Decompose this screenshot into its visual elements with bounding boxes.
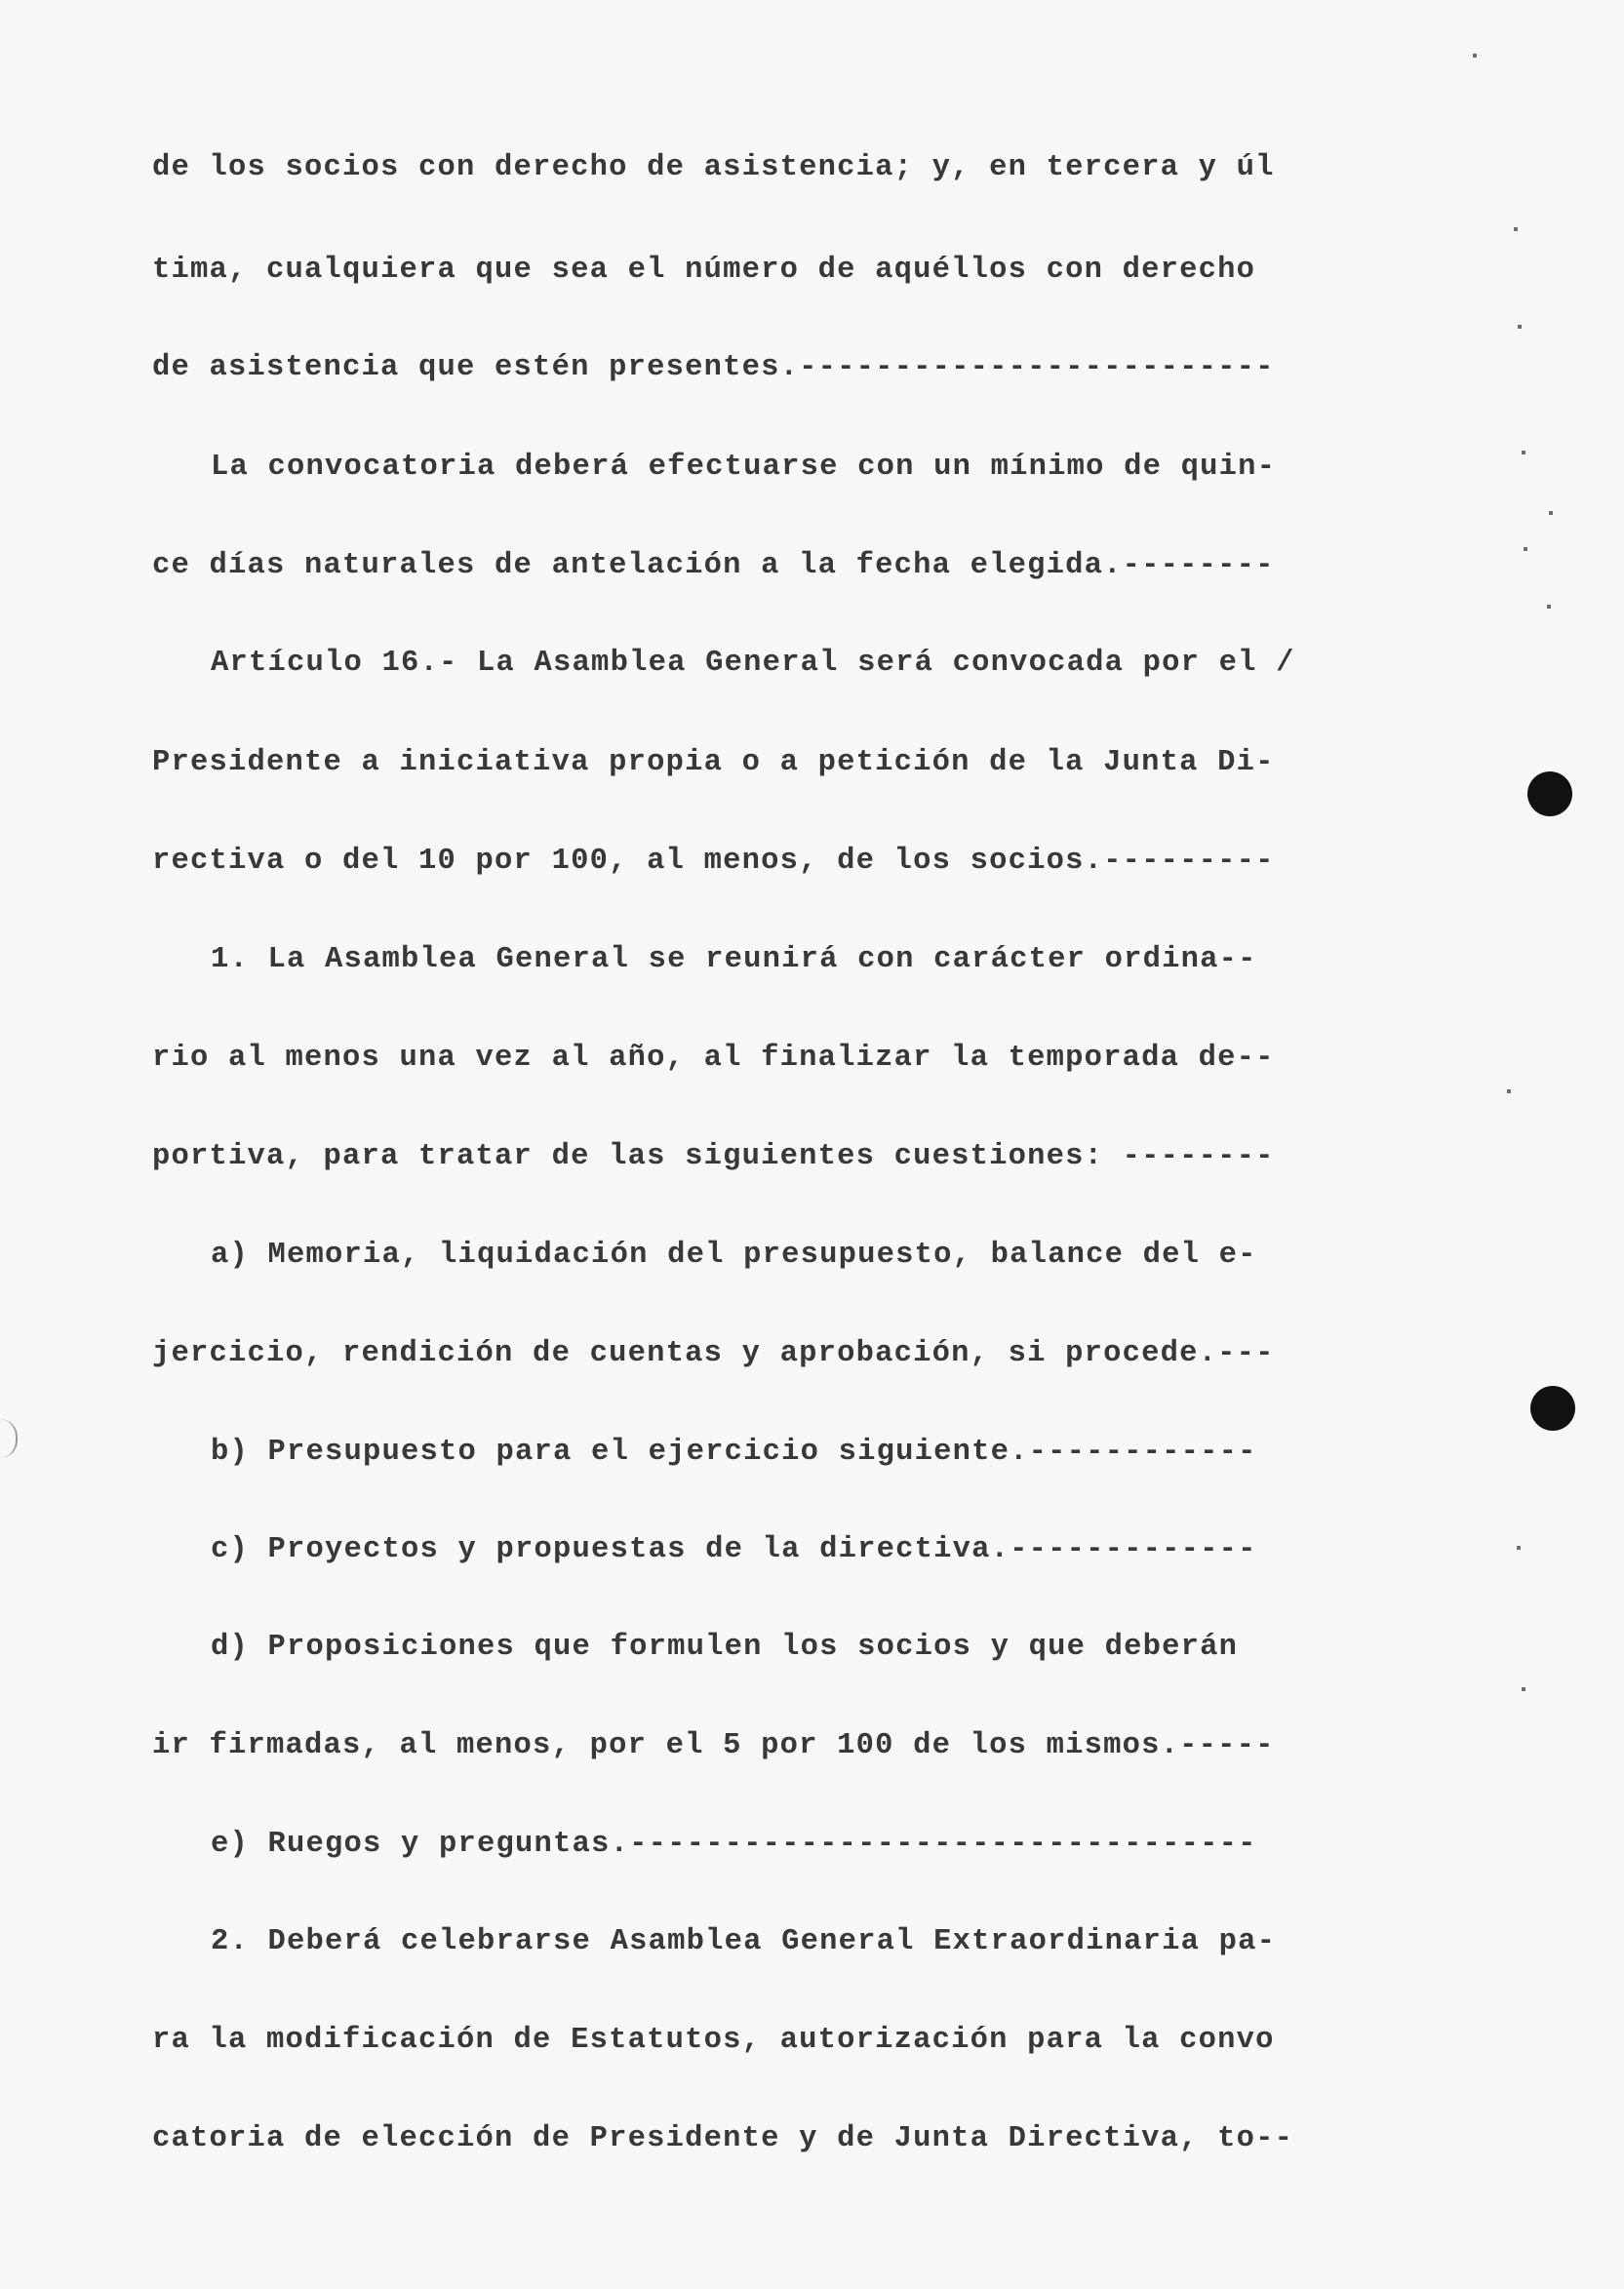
text-line: d) Proposiciones que formulen los socios y que deberán xyxy=(211,1631,1239,1664)
text-line: de los socios con derecho de asistencia; y, en tercera y úl xyxy=(152,151,1275,184)
scan-speck xyxy=(1514,227,1518,231)
text-line: 2. Deberá celebrarse Asamblea General Extraordinaria pa- xyxy=(211,1925,1277,1958)
scan-speck xyxy=(1517,1546,1521,1550)
text-line: La convocatoria deberá efectuarse con un mínimo de quin- xyxy=(211,451,1277,484)
text-line: portiva, para tratar de las siguientes cuestiones: -------- xyxy=(152,1140,1275,1173)
text-line: ce días naturales de antelación a la fecha elegida.-------- xyxy=(152,549,1275,582)
scan-speck xyxy=(1522,1687,1525,1691)
punch-hole xyxy=(1530,1386,1575,1431)
text-line: c) Proyectos y propuestas de la directiva.------------- xyxy=(211,1533,1257,1566)
scan-speck xyxy=(1524,547,1527,551)
scan-speck xyxy=(1507,1089,1511,1093)
scan-speck xyxy=(1547,605,1551,609)
text-line: rio al menos una vez al año, al finalizar la temporada de-- xyxy=(152,1042,1275,1075)
scan-speck xyxy=(1522,451,1525,454)
text-line: jercicio, rendición de cuentas y aprobación, si procede.--- xyxy=(152,1337,1275,1370)
text-line: Presidente a iniciativa propia o a petición de la Junta Di- xyxy=(152,746,1275,779)
text-line: Artículo 16.- La Asamblea General será convocada por el / xyxy=(211,647,1295,680)
text-line: b) Presupuesto para el ejercicio siguiente.------------ xyxy=(211,1436,1257,1469)
text-line: rectiva o del 10 por 100, al menos, de los socios.--------- xyxy=(152,845,1275,878)
scan-speck xyxy=(1473,54,1477,58)
text-line: catoria de elección de Presidente y de Junta Directiva, to-- xyxy=(152,2122,1294,2155)
punch-hole xyxy=(1527,771,1572,816)
text-line: ir firmadas, al menos, por el 5 por 100 de los mismos.----- xyxy=(152,1729,1275,1762)
text-line: tima, cualquiera que sea el número de aquéllos con derecho xyxy=(152,254,1256,287)
text-line: a) Memoria, liquidación del presupuesto, balance del e- xyxy=(211,1239,1257,1272)
scan-speck xyxy=(1518,325,1522,329)
text-line: 1. La Asamblea General se reunirá con carácter ordina-- xyxy=(211,943,1257,976)
text-line: de asistencia que estén presentes.------------------------- xyxy=(152,351,1275,384)
text-line: e) Ruegos y preguntas.--------------------------------- xyxy=(211,1828,1257,1861)
edge-mark xyxy=(0,1419,18,1458)
scan-speck xyxy=(1549,511,1553,515)
text-line: ra la modificación de Estatutos, autorización para la convo xyxy=(152,2024,1275,2057)
